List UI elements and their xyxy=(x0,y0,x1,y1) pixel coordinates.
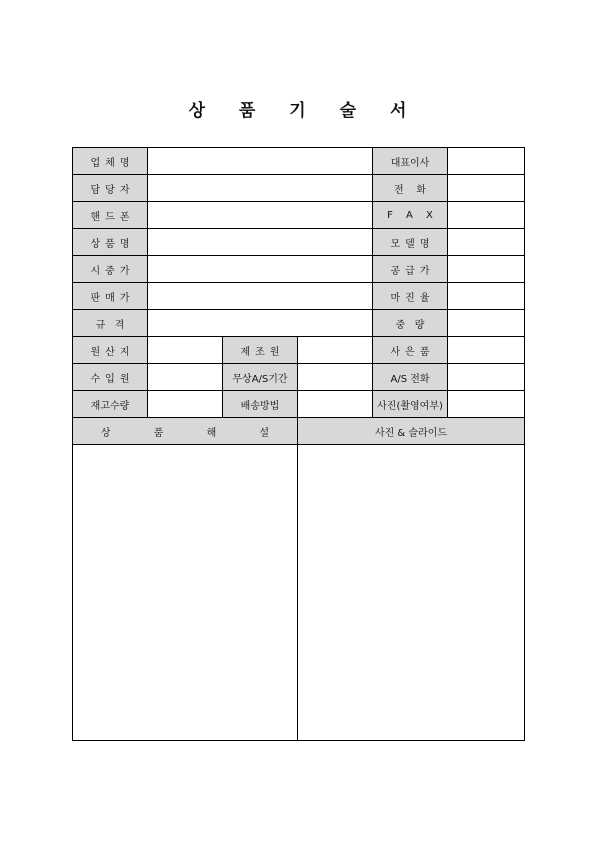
origin-field[interactable] xyxy=(148,337,223,364)
stock-quantity-field[interactable] xyxy=(148,391,223,418)
photo-status-field[interactable] xyxy=(448,391,525,418)
company-name-field[interactable] xyxy=(148,148,373,175)
product-spec-form xyxy=(72,147,525,741)
importer-field[interactable] xyxy=(148,364,223,391)
section-header-row xyxy=(73,418,525,445)
section-body-row xyxy=(73,445,525,741)
shipping-method-field[interactable] xyxy=(298,391,373,418)
market-price-field[interactable] xyxy=(148,256,373,283)
form-row xyxy=(73,337,525,364)
as-phone-field[interactable] xyxy=(448,364,525,391)
photo-slide-area[interactable] xyxy=(298,445,525,741)
product-name-label: 상품명 xyxy=(73,229,148,256)
margin-rate-field[interactable] xyxy=(448,283,525,310)
supply-price-field[interactable] xyxy=(448,256,525,283)
gift-label: 사은품 xyxy=(373,337,448,364)
phone-label: 전 화 xyxy=(373,175,448,202)
importer-label: 수입원 xyxy=(73,364,148,391)
form-row xyxy=(73,175,525,202)
market-price-label: 시중가 xyxy=(73,256,148,283)
shipping-method-label: 배송방법 xyxy=(223,391,298,418)
form-row xyxy=(73,310,525,337)
page-title: 상 품 기 술 서 xyxy=(188,101,421,121)
company-name-label: 업체명 xyxy=(73,148,148,175)
sale-price-field[interactable] xyxy=(148,283,373,310)
as-phone-label: A/S 전화 xyxy=(373,364,448,391)
photo-status-label: 사진(촬영여부) xyxy=(373,391,448,418)
form-row xyxy=(73,283,525,310)
weight-field[interactable] xyxy=(448,310,525,337)
model-name-label: 모델명 xyxy=(373,229,448,256)
manager-label: 담당자 xyxy=(73,175,148,202)
model-name-field[interactable] xyxy=(448,229,525,256)
photo-slide-header: 사진 & 슬라이드 xyxy=(298,418,525,445)
origin-label: 원산지 xyxy=(73,337,148,364)
ceo-field[interactable] xyxy=(448,148,525,175)
form-row xyxy=(73,364,525,391)
manufacturer-field[interactable] xyxy=(298,337,373,364)
manager-field[interactable] xyxy=(148,175,373,202)
manufacturer-label: 제조원 xyxy=(223,337,298,364)
weight-label: 중 량 xyxy=(373,310,448,337)
phone-field[interactable] xyxy=(448,175,525,202)
stock-quantity-label: 재고수량 xyxy=(73,391,148,418)
mobile-label: 핸드폰 xyxy=(73,202,148,229)
free-as-period-label: 무상A/S기간 xyxy=(223,364,298,391)
spec-field[interactable] xyxy=(148,310,373,337)
ceo-label: 대표이사 xyxy=(373,148,448,175)
spec-label: 규 격 xyxy=(73,310,148,337)
form-row xyxy=(73,202,525,229)
form-row xyxy=(73,256,525,283)
fax-label: F A X xyxy=(373,202,448,229)
gift-field[interactable] xyxy=(448,337,525,364)
sale-price-label: 판매가 xyxy=(73,283,148,310)
mobile-field[interactable] xyxy=(148,202,373,229)
form-row xyxy=(73,391,525,418)
product-description-area[interactable] xyxy=(73,445,298,741)
form-row xyxy=(73,229,525,256)
free-as-period-field[interactable] xyxy=(298,364,373,391)
product-name-field[interactable] xyxy=(148,229,373,256)
margin-rate-label: 마진율 xyxy=(373,283,448,310)
product-description-header: 상 품 해 설 xyxy=(73,418,298,445)
form-row xyxy=(73,148,525,175)
fax-field[interactable] xyxy=(448,202,525,229)
supply-price-label: 공급가 xyxy=(373,256,448,283)
